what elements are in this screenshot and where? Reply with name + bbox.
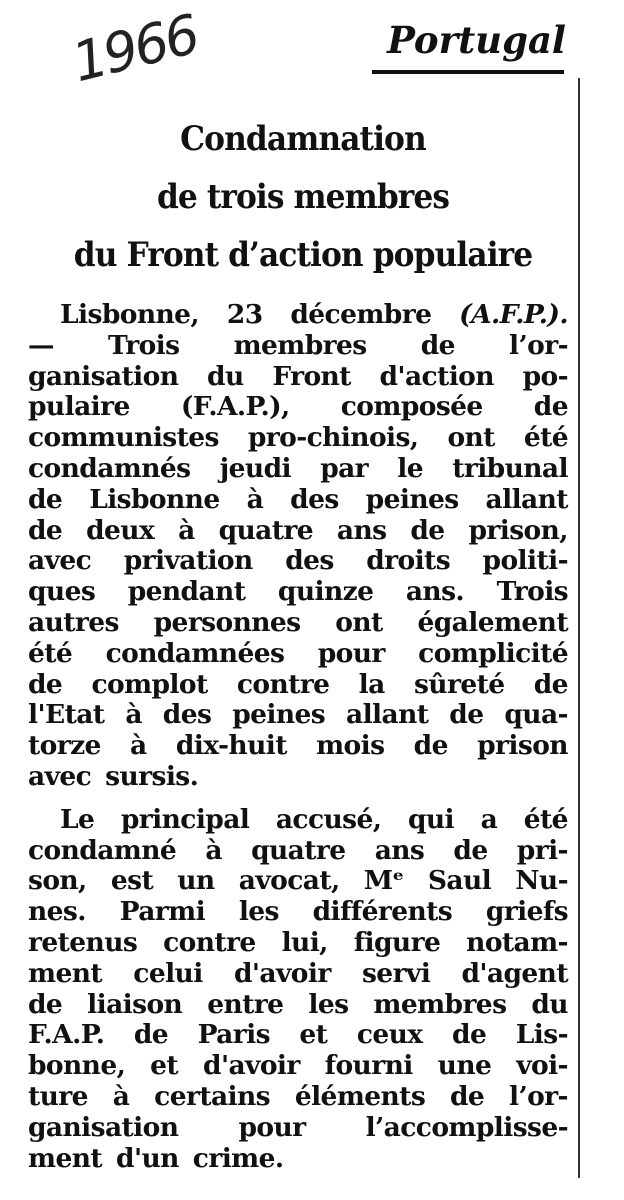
word: pro-chinois, xyxy=(247,422,419,454)
word: contre xyxy=(236,668,330,700)
text-line xyxy=(28,805,568,836)
word: ont xyxy=(335,606,383,638)
word: (F.A.P.), xyxy=(180,391,290,423)
word: complot xyxy=(91,668,208,700)
word: celui xyxy=(133,957,203,989)
text-line xyxy=(28,608,568,639)
word: nes. xyxy=(28,896,86,928)
word: Paris xyxy=(197,1019,270,1051)
word: des xyxy=(290,483,339,515)
word: principal xyxy=(120,803,250,835)
word: ceux xyxy=(356,1019,423,1051)
word: communistes xyxy=(28,422,219,454)
word: de xyxy=(533,668,568,700)
word: prison, xyxy=(468,514,568,546)
text-line xyxy=(28,577,568,608)
word: notam- xyxy=(466,926,568,958)
word: crime. xyxy=(192,1142,284,1174)
word: sûreté xyxy=(413,668,505,700)
word: membres xyxy=(233,329,367,361)
section-label: Portugal xyxy=(387,18,566,62)
word: l'Etat xyxy=(28,699,105,731)
word: la xyxy=(358,668,385,700)
word: pulaire xyxy=(28,391,130,423)
word: personnes xyxy=(153,606,301,638)
word: mois xyxy=(316,730,385,762)
word: condamnés xyxy=(28,452,191,484)
word: de xyxy=(453,834,488,866)
headline-line: de trois membres xyxy=(156,177,450,217)
word: Parmi xyxy=(119,896,206,928)
word: décembre xyxy=(290,299,432,330)
word: (A.F.P.). xyxy=(459,299,568,330)
word: du xyxy=(207,360,244,392)
word: de xyxy=(133,1019,169,1051)
word: une xyxy=(437,1050,492,1082)
word: de xyxy=(449,699,484,731)
word: a xyxy=(480,803,498,835)
text-line xyxy=(28,331,568,362)
word: voi- xyxy=(516,1050,568,1082)
text-line xyxy=(28,866,568,897)
word: été xyxy=(28,637,73,669)
text-line xyxy=(28,700,568,731)
word: membres xyxy=(373,988,507,1020)
column-edge-line xyxy=(578,78,580,1178)
word: quinze xyxy=(277,576,374,608)
word: condamné xyxy=(28,834,177,866)
word: — xyxy=(28,329,54,361)
word: ture xyxy=(28,1080,88,1112)
word: à xyxy=(246,483,264,515)
word: liaison xyxy=(87,988,183,1020)
word: le xyxy=(397,452,423,484)
word: à xyxy=(178,514,195,546)
word: et xyxy=(150,1050,179,1082)
text-line xyxy=(28,670,568,701)
word: servi xyxy=(361,957,431,989)
word: politi- xyxy=(482,545,568,577)
word: à xyxy=(130,730,147,762)
word: de xyxy=(413,730,448,762)
word: retenus xyxy=(28,926,138,958)
word: composée xyxy=(340,391,483,423)
word: du xyxy=(531,988,568,1020)
word: ont xyxy=(447,422,495,454)
word: son, xyxy=(28,865,87,897)
word: F.A.P. xyxy=(28,1019,105,1051)
word: Saul xyxy=(427,865,492,897)
word: ans xyxy=(336,514,387,546)
word: accusé, xyxy=(275,803,382,835)
word: l’accomplisse- xyxy=(365,1111,568,1143)
word: d'agent xyxy=(461,957,568,989)
word: Lisbonne, xyxy=(60,299,200,330)
word: de xyxy=(28,988,63,1020)
word: dix-huit xyxy=(175,730,287,762)
word: d'avoir xyxy=(203,1050,300,1082)
word: à xyxy=(205,834,222,866)
word: également xyxy=(417,606,568,638)
word: éléments xyxy=(294,1080,426,1112)
text-line xyxy=(28,836,568,867)
word: d'un xyxy=(116,1142,179,1174)
word: Mᵉ xyxy=(363,865,404,897)
word: à xyxy=(125,699,142,731)
word: certains xyxy=(154,1080,270,1112)
article-paragraph xyxy=(28,300,568,793)
word: torze xyxy=(28,730,101,762)
word: griefs xyxy=(485,896,568,928)
word: jeudi xyxy=(219,452,291,484)
word: ans xyxy=(374,834,425,866)
text-line xyxy=(28,546,568,577)
word: Front xyxy=(272,360,351,392)
word: contre xyxy=(163,926,256,958)
word: Trois xyxy=(108,329,180,361)
word: qua- xyxy=(504,699,568,731)
word: sursis. xyxy=(105,760,199,792)
text-line xyxy=(28,300,568,331)
word: bonne, xyxy=(28,1050,126,1082)
headline-line: du Front d’action populaire xyxy=(73,235,533,275)
word: des xyxy=(162,699,212,731)
text-line xyxy=(28,1020,568,1051)
word: condamnées xyxy=(105,637,285,669)
word: d'avoir xyxy=(233,957,331,989)
word: pendant xyxy=(127,576,246,608)
word: pour xyxy=(317,637,385,669)
word: et xyxy=(299,1019,328,1051)
word: Nu- xyxy=(515,865,568,897)
word: quatre xyxy=(218,514,313,546)
word: Trois xyxy=(496,576,568,608)
word: de xyxy=(449,1080,485,1112)
word: de xyxy=(410,514,445,546)
word: ment xyxy=(28,1142,103,1174)
word: autres xyxy=(28,606,119,638)
word: des xyxy=(285,545,334,577)
article-headline xyxy=(50,110,556,284)
text-line xyxy=(28,1051,568,1082)
word: avocat, xyxy=(238,865,340,897)
word: entre xyxy=(207,988,284,1020)
paragraph-gap xyxy=(28,793,568,805)
word: Lisbonne xyxy=(89,483,220,515)
word: quatre xyxy=(251,834,346,866)
word: à xyxy=(112,1080,130,1112)
text-line xyxy=(28,959,568,990)
text-line xyxy=(28,897,568,928)
word: ans. xyxy=(405,576,465,608)
word: est xyxy=(110,865,154,897)
word: po- xyxy=(522,360,568,392)
word: différents xyxy=(312,896,453,928)
text-line xyxy=(28,928,568,959)
word: les xyxy=(308,988,349,1020)
section-underline-rule xyxy=(372,70,564,74)
word: de xyxy=(28,483,63,515)
word: prison xyxy=(477,730,568,762)
word: de xyxy=(28,514,63,546)
text-line xyxy=(28,362,568,393)
word: tribunal xyxy=(452,452,568,484)
text-line xyxy=(28,392,568,423)
word: 23 xyxy=(226,299,263,330)
word: l’or- xyxy=(509,1080,568,1112)
text-line xyxy=(28,639,568,670)
word: fourni xyxy=(324,1050,413,1082)
word: avec xyxy=(28,760,92,792)
word: allant xyxy=(346,699,429,731)
text-line xyxy=(28,485,568,516)
word: Lis- xyxy=(515,1019,568,1051)
word: peines xyxy=(365,483,459,515)
word: pri- xyxy=(516,834,568,866)
word: d'action xyxy=(379,360,494,392)
text-line xyxy=(28,1113,568,1144)
word: peines xyxy=(232,699,326,731)
text-line xyxy=(28,762,568,793)
word: été xyxy=(523,803,568,835)
word: les xyxy=(238,896,279,928)
word: de xyxy=(420,329,455,361)
word: privation xyxy=(123,545,253,577)
word: lui, xyxy=(281,926,328,958)
word: ganisation xyxy=(28,1111,179,1143)
word: l’or- xyxy=(509,329,568,361)
word: complicité xyxy=(418,637,568,669)
text-line xyxy=(28,516,568,547)
word: de xyxy=(452,1019,487,1051)
word: ment xyxy=(28,957,103,989)
word: allant xyxy=(485,483,568,515)
word: de xyxy=(533,391,568,423)
word: qui xyxy=(407,803,455,835)
word: figure xyxy=(353,926,441,958)
article-body xyxy=(28,300,568,1174)
handwritten-year-note: 1966 xyxy=(66,2,204,95)
text-line xyxy=(28,1082,568,1113)
headline-line: Condamnation xyxy=(180,119,426,159)
text-line xyxy=(28,731,568,762)
word: ganisation xyxy=(28,360,179,392)
word: avec xyxy=(28,545,92,577)
article-paragraph xyxy=(28,805,568,1175)
text-line xyxy=(28,454,568,485)
word: un xyxy=(177,865,215,897)
word: de xyxy=(28,668,63,700)
word: par xyxy=(320,452,369,484)
text-line xyxy=(28,423,568,454)
word: ques xyxy=(28,576,96,608)
word: pour xyxy=(238,1111,306,1143)
word: Le xyxy=(60,803,95,835)
word: deux xyxy=(86,514,155,546)
text-line xyxy=(28,990,568,1021)
text-line xyxy=(28,1144,568,1175)
word: été xyxy=(523,422,568,454)
word: droits xyxy=(366,545,451,577)
